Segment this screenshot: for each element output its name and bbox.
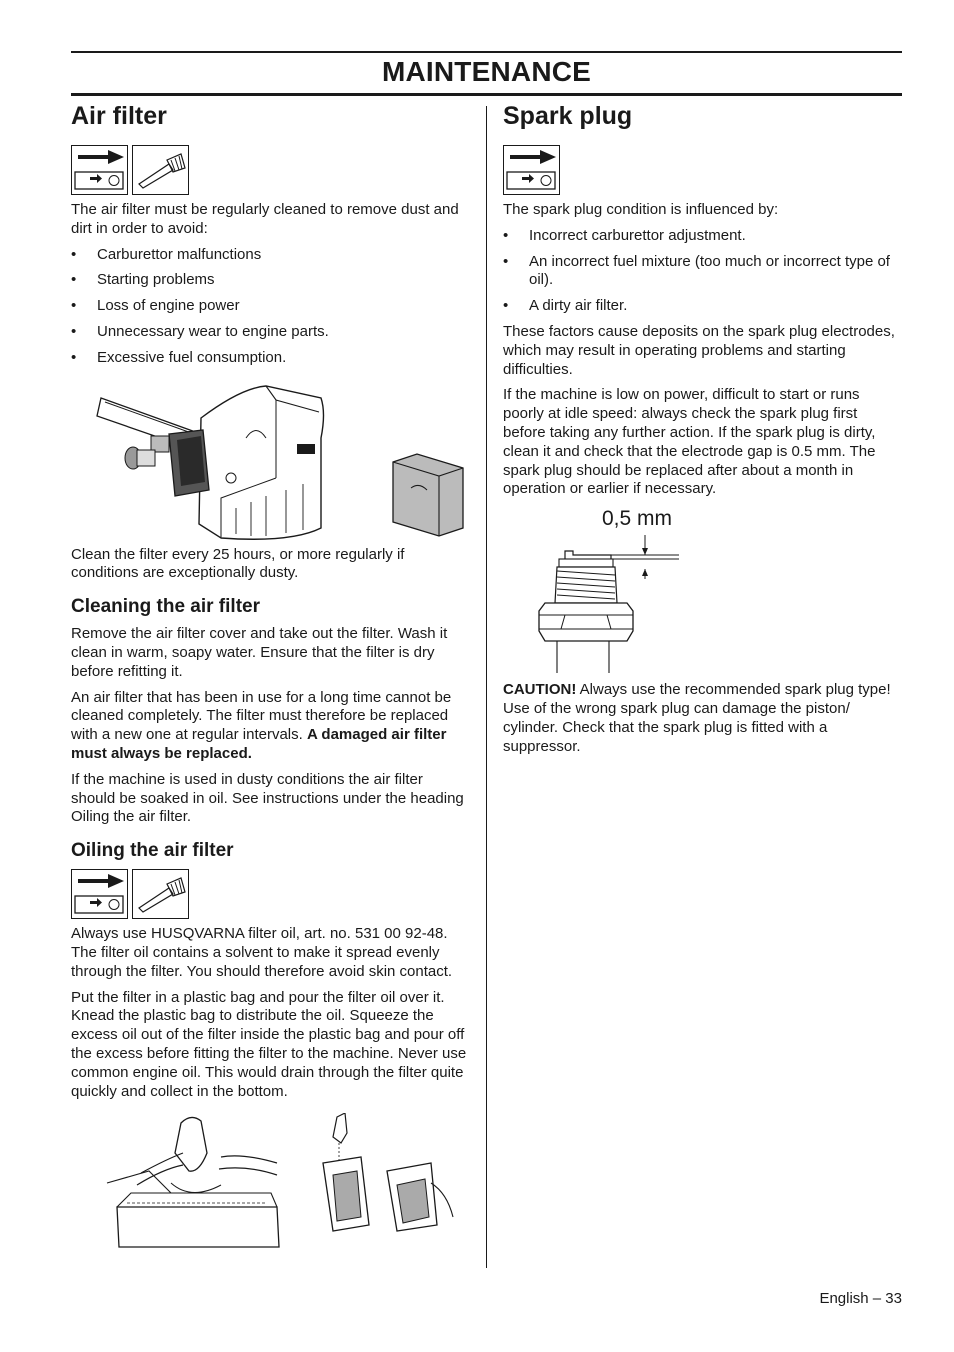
- list-item: • Starting problems: [71, 271, 471, 290]
- cleaning-paragraph-1: Remove the air filter cover and take out the filter. Wash it clean in warm, soapy water. Ensure that the filter is dry before refitting it.: [71, 625, 448, 680]
- cleaning-paragraph-2: [71, 689, 471, 764]
- arrow-icon: [71, 869, 128, 919]
- damaged-filter-warning: A damaged air filter must always be replaced.: [71, 726, 447, 762]
- air-filter-icon-row: [71, 145, 471, 195]
- engine-air-filter-illustration: [71, 378, 471, 542]
- oiling-icon-row: [71, 869, 471, 919]
- air-filter-heading: Air filter: [71, 102, 167, 130]
- list-item: • A dirty air filter.: [503, 297, 903, 316]
- cleaning-paragraph-3: If the machine is used in dusty conditions the air filter should be soaked in oil. See instructions under the heading Oiling the air filter.: [71, 770, 464, 826]
- spark-plug-heading: Spark plug: [503, 102, 633, 130]
- arrow-icon: [71, 145, 128, 195]
- list-item: • Excessive fuel consumption.: [71, 349, 471, 368]
- arrow-icon: [503, 145, 560, 195]
- list-item: • Unnecessary wear to engine parts.: [71, 323, 471, 342]
- spark-plug-bullets: [503, 227, 903, 316]
- oiling-paragraph-1: Always use HUSQVARNA filter oil, art. no. 531 00 92-48. The filter oil contains a solvent to make it spread evenly through the filter. You should therefore avoid skin contact.: [71, 925, 453, 980]
- caution-paragraph: [503, 681, 903, 756]
- spark-plug-paragraph-1: These factors cause deposits on the spark plug electrodes, which may result in operating problems and starting difficulties.: [503, 322, 895, 378]
- oiling-paragraph-2: Put the filter in a plastic bag and pour the filter oil over it. Knead the plastic bag to distribute the oil. Squeeze the excess oil out of the filter inside the plastic bag and pour off the excess before fitting the filter to the machine. Never use common engine oil. This would drain through the filter quite quickly and collect in the bottom.: [71, 988, 467, 1100]
- spark-plug-figure: [503, 507, 903, 673]
- air-filter-bullets: [71, 246, 471, 368]
- right-column: [503, 100, 903, 756]
- spark-plug-intro: The spark plug condition is influenced by:: [503, 201, 779, 218]
- page-number: English – 33: [819, 1290, 902, 1307]
- clean-interval-text: Clean the filter every 25 hours, or more regularly if conditions are exceptionally dusty.: [71, 545, 405, 582]
- air-filter-intro: The air filter must be regularly cleaned to remove dust and dirt in order to avoid:: [71, 201, 459, 237]
- oiling-heading: Oiling the air filter: [71, 840, 234, 862]
- list-item: • Loss of engine power: [71, 297, 471, 316]
- section-header: MAINTENANCE: [381, 56, 592, 87]
- list-item: • Carburettor malfunctions: [71, 246, 471, 265]
- list-item: • An incorrect fuel mixture (too much or incorrect type of oil).: [503, 253, 903, 291]
- caution-text: Always use the recommended spark plug type! Use of the wrong spark plug can damage the piston/ cylinder. Check that the spark plug is fitted with a suppressor.: [503, 681, 891, 755]
- spark-plug-paragraph-2: If the machine is low on power, difficult to start or runs poorly at idle speed: always check the spark plug first before taking any further action. If the spark plug is dirty, clean it and check that the electrode gap is 0.5 mm. The spark plug should be replaced after about a month in operation or earlier if necessary.: [503, 386, 876, 498]
- header-top-rule: [71, 51, 902, 53]
- column-divider: [486, 106, 487, 1268]
- electrode-gap-label: 0,5 mm: [602, 507, 673, 531]
- brush-icon: [132, 869, 189, 919]
- oiling-illustration: [71, 1113, 471, 1249]
- spark-plug-icon-row: [503, 145, 903, 195]
- cleaning-heading: Cleaning the air filter: [71, 596, 260, 618]
- header-bottom-rule: [71, 93, 902, 96]
- cleaning-paragraph-2-text: An air filter that has been in use for a long time cannot be cleaned completely. The filter must therefore be replaced with a new one at regular intervals.: [71, 688, 452, 744]
- list-item: • Incorrect carburettor adjustment.: [503, 227, 903, 246]
- spark-plug-illustration: [503, 507, 903, 673]
- left-column: [71, 100, 471, 1249]
- caution-label: CAUTION!: [503, 681, 577, 699]
- brush-icon: [132, 145, 189, 195]
